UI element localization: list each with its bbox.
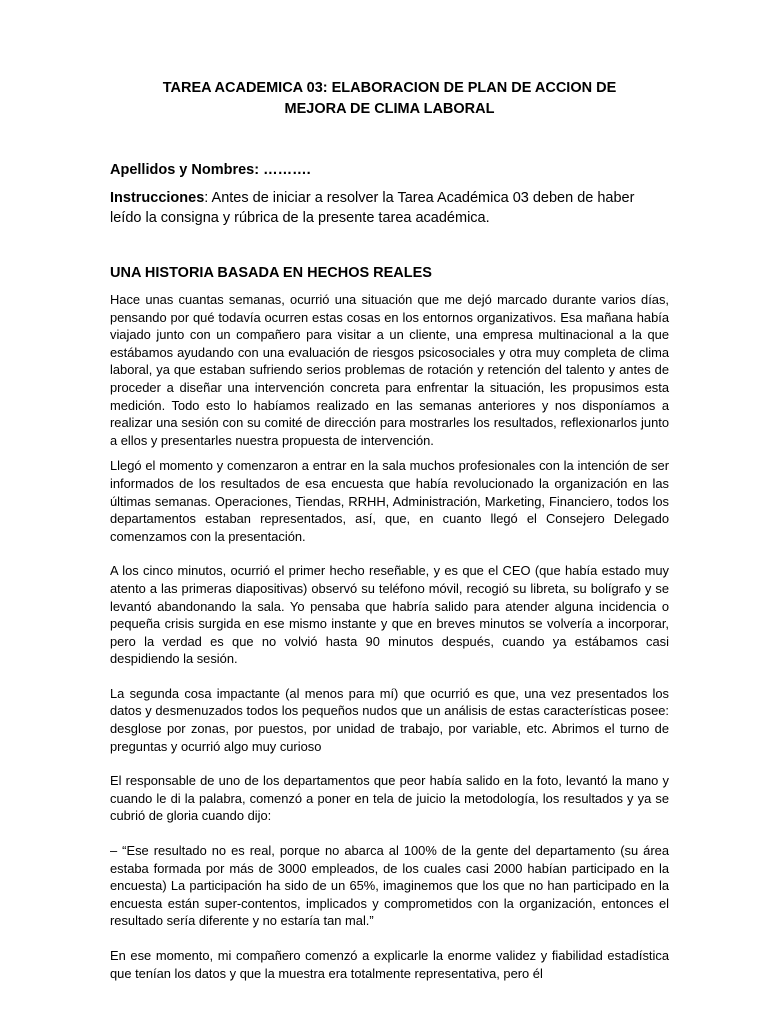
paragraph: – “Ese resultado no es real, porque no abarca al 100% de la gente del departamento (su área estaba formada por más de 3000 empleados, de los cuales casi 2000 habían participado en la encuesta) La participación ha sido de un 65%, imaginemos que los que no han participado en la encuesta están super-contentos, implicados y comprometidos con la organización, entonces el resultado sería diferente y no estaría tan mal.” [110, 843, 669, 929]
section-heading: UNA HISTORIA BASADA EN HECHOS REALES [110, 265, 432, 281]
student-name-field: Apellidos y Nombres: ………. [110, 162, 311, 178]
instructions-text: : Antes de iniciar a resolver la Tarea Académica 03 deben de haber leído la consigna y rúbrica de la presente tarea académica. [110, 190, 635, 226]
paragraph: El responsable de uno de los departamentos que peor había salido en la foto, levantó la mano y cuando le di la palabra, comenzó a poner en tela de juicio la metodología, los resultados y ya se cubrió de gloria cuando dijo: [110, 773, 669, 824]
paragraph: La segunda cosa impactante (al menos para mí) que ocurrió es que, una vez presentados los datos y desmenuzados todos los pequeños nudos que un análisis de estas características posee: desglose por zonas, por puestos, por unidad de trabajo, por variable, etc. Abrimos el turno de preguntas y ocurrió algo muy curioso [110, 685, 669, 754]
instructions [110, 188, 669, 228]
instructions-label: Instrucciones [110, 190, 205, 206]
paragraph: A los cinco minutos, ocurrió el primer hecho reseñable, y es que el CEO (que había estado muy atento a las primeras diapositivas) observó su teléfono móvil, recogió su libreta, su bolígrafo y se levantó abandonando la sala. Yo pensaba que habría salido para atender alguna incidencia o pequeña crisis surgida en ese mismo instante y que en breves minutos se volvería a incorporar, pero la verdad es que no volvió hasta 90 minutos después, cuando ya estábamos casi despidiendo la sesión. [110, 563, 669, 667]
paragraph: Llegó el momento y comenzaron a entrar en la sala muchos profesionales con la intención de ser informados de los resultados de esa encuesta que había revolucionado la organización en las últimas semanas. Operaciones, Tiendas, RRHH, Administración, Marketing, Financiero, todos los departamentos estaban representados, así, que, en cuanto llegó el Consejero Delegado comenzamos con la presentación. [110, 458, 669, 544]
title-line-2: MEJORA DE CLIMA LABORAL [284, 101, 495, 117]
paragraph: Hace unas cuantas semanas, ocurrió una situación que me dejó marcado durante varios días, pensando por qué todavía ocurren estas cosas en los entornos organizativos. Esa mañana había viajado junto con un compañero para visitar a un cliente, una empresa multinacional a la que estábamos ayudando con una evaluación de riesgos psicosociales y otra muy completa de clima laboral, ya que estaban sufriendo serios problemas de rotación y retención del talento y antes de proceder a diseñar una intervención concreta para enfrentar la situación, les propusimos esta medición. Todo esto lo habíamos realizado en las semanas anteriores y nos disponíamos a realizar una sesión con su comité de dirección para mostrarles los resultados, reflexionarlos junto a ellos y presentarles nuestra propuesta de intervención. [110, 292, 669, 448]
document-page [110, 78, 669, 982]
document-title [110, 78, 669, 120]
title-line-1: TAREA ACADEMICA 03: ELABORACION DE PLAN DE ACCION DE [162, 80, 617, 96]
paragraph: En ese momento, mi compañero comenzó a explicarle la enorme validez y fiabilidad estadística que tenían los datos y que la muestra era totalmente representativa, pero él [110, 948, 669, 981]
